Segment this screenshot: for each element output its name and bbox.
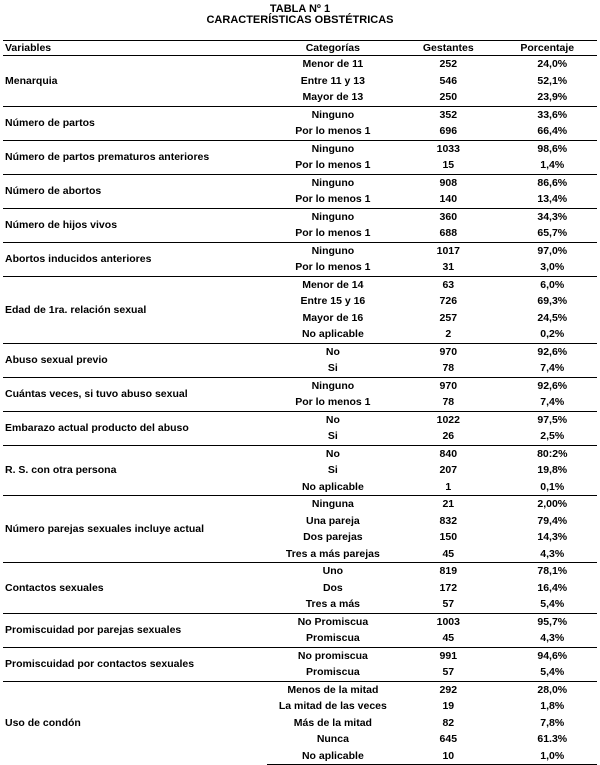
variable-cell: Promiscuidad por parejas sexuales [3, 613, 267, 647]
table-row [3, 377, 597, 394]
percent-cell: 95,7% [498, 613, 598, 630]
percent-cell: 52,1% [537, 74, 568, 87]
count-cell: 819 [399, 563, 497, 580]
count-cell: 21 [399, 496, 497, 513]
category-cell: Por lo menos 1 [295, 261, 371, 274]
category-cell: Ninguno [267, 106, 399, 123]
category-cell: Ninguno [267, 242, 399, 259]
count-cell: 250 [439, 91, 458, 104]
percent-cell: 78,1% [498, 563, 598, 580]
count-cell: 1003 [399, 613, 497, 630]
variable-cell: Número de hijos vivos [3, 208, 267, 242]
count-cell: 352 [399, 106, 497, 123]
percent-cell: 2,5% [540, 430, 565, 443]
count-cell: 840 [399, 445, 497, 462]
category-cell: Tres a más parejas [285, 547, 380, 560]
percent-cell: 79,4% [537, 514, 568, 527]
category-cell: No Promiscua [267, 613, 399, 630]
count-cell: 696 [439, 125, 458, 138]
percent-cell: 23,9% [537, 91, 568, 104]
category-cell: No aplicable [301, 328, 364, 341]
table-subtitle: CARACTERÍSTICAS OBSTÉTRICAS [206, 14, 394, 26]
count-cell: 546 [439, 74, 458, 87]
count-cell: 140 [439, 193, 458, 206]
count-cell: 2 [445, 328, 452, 341]
percent-cell: 92,6% [498, 377, 598, 394]
percent-cell: 16,4% [537, 581, 568, 594]
percent-cell: 69,3% [537, 295, 568, 308]
table-row [3, 140, 597, 157]
category-cell: Menor de 14 [267, 276, 399, 293]
percent-cell: 94,6% [498, 647, 598, 664]
count-cell: 970 [399, 343, 497, 360]
count-cell: 31 [442, 261, 455, 274]
category-cell: Por lo menos 1 [295, 396, 371, 409]
category-cell: No [267, 445, 399, 462]
table-row [3, 681, 597, 698]
table-row [3, 106, 597, 123]
percent-cell: 24,0% [498, 56, 598, 73]
count-cell: 26 [442, 430, 455, 443]
count-cell: 360 [399, 208, 497, 225]
percent-cell: 7,4% [540, 362, 565, 375]
percent-cell: 19,8% [537, 464, 568, 477]
percent-cell: 5,4% [540, 598, 565, 611]
count-cell: 1022 [399, 411, 497, 428]
count-cell: 78 [442, 362, 455, 375]
category-cell: Una pareja [306, 514, 360, 527]
variable-cell: Número de partos [3, 106, 267, 140]
count-cell: 63 [399, 276, 497, 293]
percent-cell: 97,0% [498, 242, 598, 259]
category-cell: No promiscua [267, 647, 399, 664]
category-cell: Nunca [316, 733, 349, 746]
count-cell: 172 [439, 581, 458, 594]
count-cell: 292 [399, 681, 497, 698]
table-row [3, 647, 597, 664]
table-row [3, 445, 597, 462]
category-cell: Ninguno [267, 174, 399, 191]
table-row [3, 208, 597, 225]
variable-cell: Cuántas veces, si tuvo abuso sexual [3, 377, 267, 411]
category-cell: Ninguno [267, 140, 399, 157]
category-cell: Por lo menos 1 [295, 193, 371, 206]
table-title: TABLA Nº 1 [269, 3, 331, 15]
table-body [3, 56, 597, 765]
percent-cell: 2,00% [498, 496, 598, 513]
percent-cell: 4,3% [540, 632, 565, 645]
category-cell: Dos parejas [303, 531, 363, 544]
count-cell: 78 [442, 396, 455, 409]
category-cell: Por lo menos 1 [295, 159, 371, 172]
count-cell: 688 [439, 227, 458, 240]
percent-cell: 5,4% [540, 666, 565, 679]
variable-cell: Número de partos prematuros anteriores [3, 140, 267, 174]
table-row [3, 56, 597, 73]
percent-cell: 13,4% [537, 193, 568, 206]
table-row [3, 613, 597, 630]
table-row [3, 563, 597, 580]
percent-cell: 3,0% [540, 261, 565, 274]
count-cell: 970 [399, 377, 497, 394]
header-variables: Variables [3, 41, 267, 56]
category-cell: Si [327, 362, 338, 375]
count-cell: 1 [445, 480, 452, 493]
count-cell: 10 [399, 748, 497, 765]
count-cell: 257 [439, 311, 458, 324]
count-cell: 207 [439, 464, 458, 477]
category-cell: Promiscua [306, 666, 360, 679]
header-categories: Categorías [267, 41, 399, 56]
percent-cell: 34,3% [498, 208, 598, 225]
header-porcentaje: Porcentaje [498, 41, 598, 56]
category-cell: Mayor de 16 [302, 311, 364, 324]
header-gestantes: Gestantes [399, 41, 497, 56]
category-cell: Uno [267, 563, 399, 580]
category-cell: La mitad de las veces [278, 700, 387, 713]
variable-cell: Número parejas sexuales incluye actual [3, 496, 267, 563]
category-cell: No [267, 411, 399, 428]
count-cell: 15 [442, 159, 455, 172]
count-cell: 252 [399, 56, 497, 73]
percent-cell: 0,2% [540, 328, 565, 341]
header-row [3, 41, 597, 56]
percent-cell: 4,3% [540, 547, 565, 560]
percent-cell: 1,4% [540, 159, 565, 172]
percent-cell: 28,0% [498, 681, 598, 698]
category-cell: Entre 15 y 16 [300, 295, 366, 308]
percent-cell: 0,1% [540, 480, 565, 493]
category-cell: Por lo menos 1 [295, 227, 371, 240]
category-cell: Mayor de 13 [302, 91, 364, 104]
table-row [3, 343, 597, 360]
variable-cell: Menarquia [3, 56, 267, 107]
variable-cell: Abuso sexual previo [3, 343, 267, 377]
percent-cell: 98,6% [498, 140, 598, 157]
category-cell: Por lo menos 1 [295, 125, 371, 138]
variable-cell: Uso de condón [3, 681, 267, 765]
variable-cell: Abortos inducidos anteriores [3, 242, 267, 276]
count-cell: 82 [442, 716, 455, 729]
category-cell: Menor de 11 [267, 56, 399, 73]
percent-cell: 33,6% [498, 106, 598, 123]
percent-cell: 1,0% [498, 748, 598, 765]
variable-cell: Embarazo actual producto del abuso [3, 411, 267, 445]
count-cell: 1033 [399, 140, 497, 157]
table-row [3, 242, 597, 259]
category-cell: No aplicable [301, 480, 364, 493]
category-cell: Entre 11 y 13 [300, 74, 365, 87]
table-row [3, 496, 597, 513]
percent-cell: 7,8% [540, 716, 565, 729]
count-cell: 726 [439, 295, 458, 308]
count-cell: 45 [442, 547, 455, 560]
count-cell: 150 [439, 531, 458, 544]
category-cell: Más de la mitad [293, 716, 372, 729]
category-cell: Promiscua [306, 632, 360, 645]
table-row [3, 174, 597, 191]
percent-cell: 1,8% [540, 700, 565, 713]
category-cell: No aplicable [267, 748, 399, 765]
percent-cell: 92,6% [498, 343, 598, 360]
table-row [3, 276, 597, 293]
percent-cell: 65,7% [537, 227, 568, 240]
table-row [3, 411, 597, 428]
category-cell: Tres a más [305, 598, 361, 611]
count-cell: 832 [439, 514, 458, 527]
table-header [3, 41, 597, 56]
category-cell: No [267, 343, 399, 360]
count-cell: 908 [399, 174, 497, 191]
variable-cell: Contactos sexuales [3, 563, 267, 614]
count-cell: 57 [442, 666, 455, 679]
percent-cell: 14,3% [537, 531, 568, 544]
variable-cell: Promiscuidad por contactos sexuales [3, 647, 267, 681]
percent-cell: 80:2% [498, 445, 598, 462]
percent-cell: 61.3% [537, 733, 568, 746]
obstetric-characteristics-table [3, 40, 597, 765]
count-cell: 19 [442, 700, 455, 713]
variable-cell: R. S. con otra persona [3, 445, 267, 496]
percent-cell: 6,0% [498, 276, 598, 293]
count-cell: 57 [442, 598, 455, 611]
percent-cell: 97,5% [498, 411, 598, 428]
percent-cell: 66,4% [537, 125, 568, 138]
count-cell: 991 [399, 647, 497, 664]
category-cell: Ninguna [267, 496, 399, 513]
percent-cell: 86,6% [498, 174, 598, 191]
percent-cell: 7,4% [540, 396, 565, 409]
category-cell: Dos [322, 581, 343, 594]
count-cell: 45 [442, 632, 455, 645]
category-cell: Ninguno [267, 208, 399, 225]
category-cell: Ninguno [267, 377, 399, 394]
count-cell: 1017 [399, 242, 497, 259]
count-cell: 645 [439, 733, 458, 746]
variable-cell: Edad de 1ra. relación sexual [3, 276, 267, 343]
percent-cell: 24,5% [537, 311, 568, 324]
category-cell: Menos de la mitad [267, 681, 399, 698]
category-cell: Si [327, 464, 338, 477]
variable-cell: Número de abortos [3, 174, 267, 208]
category-cell: Si [327, 430, 338, 443]
